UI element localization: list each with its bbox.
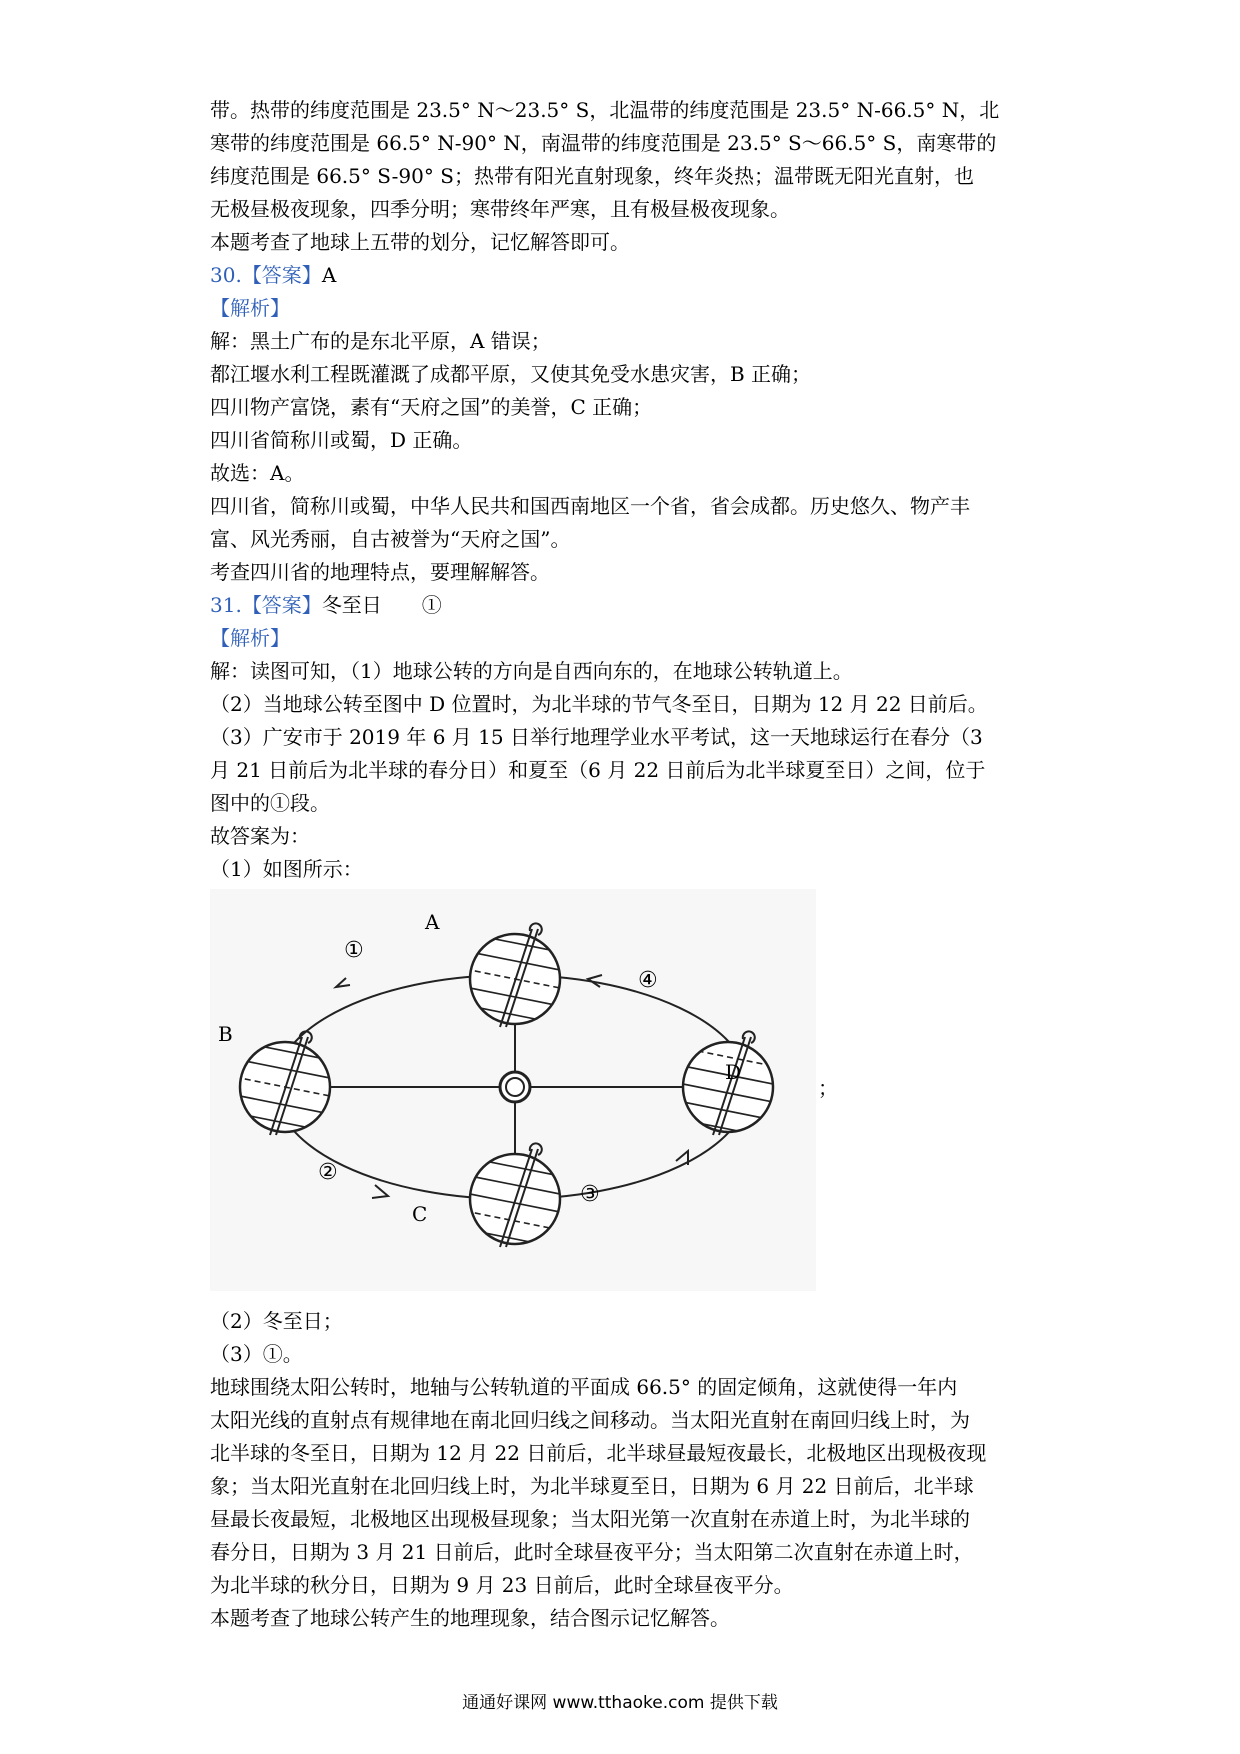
text-line: 太阳光线的直射点有规律地在南北回归线之间移动。当太阳光直射在南回归线上时，为 bbox=[210, 1408, 970, 1432]
orbit-arrow-icon bbox=[336, 978, 350, 987]
label-a: A bbox=[425, 910, 440, 934]
post-figure-text bbox=[210, 1305, 1040, 1635]
q30-answer bbox=[210, 259, 1040, 292]
text-line: 月 21 日前后为北半球的春分日）和夏至（6 月 22 日前后为北半球夏至日）之间，位于 bbox=[210, 758, 986, 782]
q31-analysis-label: 【解析】 bbox=[210, 626, 290, 650]
q30-answer-value: A bbox=[321, 263, 337, 287]
text-line: 带。热带的纬度范围是 23.5° N～23.5° S，北温带的纬度范围是 23.5° N-66.5° N，北 bbox=[210, 98, 1000, 122]
q30-number: 30. bbox=[210, 263, 242, 287]
text-line: 为北半球的秋分日，日期为 9 月 23 日前后，此时全球昼夜平分。 bbox=[210, 1573, 794, 1597]
text-line: 故选：A。 bbox=[210, 461, 305, 485]
earth-globe-a bbox=[465, 923, 565, 1027]
orbit-svg bbox=[210, 889, 816, 1291]
document-body bbox=[210, 94, 1040, 886]
segment-4-label: ④ bbox=[638, 968, 658, 993]
orbit-arrow-icon bbox=[588, 975, 602, 987]
q31-answer bbox=[210, 589, 1040, 622]
sun-icon bbox=[500, 1072, 530, 1102]
q31-answer-value: 冬至日 ① bbox=[321, 593, 442, 617]
q31-number: 31. bbox=[210, 593, 242, 617]
earth-globe-d bbox=[678, 1031, 778, 1139]
text-line: （3）①。 bbox=[210, 1342, 303, 1366]
text-line: 北半球的冬至日，日期为 12 月 22 日前后，北半球昼最短夜最长，北极地区出现极夜现 bbox=[210, 1441, 987, 1465]
orbit-arrow-icon bbox=[372, 1185, 388, 1198]
text-line: 都江堰水利工程既灌溉了成都平原，又使其免受水患灾害，B 正确； bbox=[210, 362, 812, 386]
q30-answer-label: 【答案】 bbox=[241, 263, 322, 287]
text-line: 四川物产富饶，素有“天府之国”的美誉，C 正确； bbox=[210, 395, 653, 419]
text-line: 纬度范围是 66.5° S-90° S；热带有阳光直射现象，终年炎热；温带既无阳光直射，也 bbox=[210, 164, 974, 188]
text-line: 四川省，简称川或蜀，中华人民共和国西南地区一个省，省会成都。历史悠久、物产丰 bbox=[210, 494, 970, 518]
text-line: 寒带的纬度范围是 66.5° N-90° N，南温带的纬度范围是 23.5° S～66.5° S，南寒带的 bbox=[210, 131, 997, 155]
label-b: B bbox=[218, 1022, 233, 1046]
text-line: （2）冬至日； bbox=[210, 1309, 343, 1333]
earth-globe-c bbox=[465, 1143, 565, 1249]
q30-analysis-label: 【解析】 bbox=[210, 296, 290, 320]
text-line: 无极昼极夜现象，四季分明；寒带终年严寒，且有极昼极夜现象。 bbox=[210, 197, 790, 221]
text-line: 象；当太阳光直射在北回归线上时，为北半球夏至日，日期为 6 月 22 日前后，北半球 bbox=[210, 1474, 974, 1498]
text-line: （1）如图所示： bbox=[210, 857, 363, 881]
text-line: 考查四川省的地理特点，要理解解答。 bbox=[210, 560, 550, 584]
figure-trailing-mark: ； bbox=[818, 1076, 838, 1100]
text-line: （3）广安市于 2019 年 6 月 15 日举行地理学业水平考试，这一天地球运行在春分（3 bbox=[210, 725, 983, 749]
text-line: 本题考查了地球公转产生的地理现象，结合图示记忆解答。 bbox=[210, 1606, 730, 1630]
text-line: 地球围绕太阳公转时，地轴与公转轨道的平面成 66.5° 的固定倾角，这就使得一年内 bbox=[210, 1375, 958, 1399]
q31-answer-label: 【答案】 bbox=[241, 593, 322, 617]
page-footer: 通通好课网 www.tthaoke.com 提供下载 bbox=[462, 1693, 778, 1713]
segment-2-label: ② bbox=[318, 1160, 338, 1185]
text-line: 解：读图可知，（1）地球公转的方向是自西向东的，在地球公转轨道上。 bbox=[210, 659, 853, 683]
text-line: 春分日，日期为 3 月 21 日前后，此时全球昼夜平分；当太阳第二次直射在赤道上时， bbox=[210, 1540, 974, 1564]
label-d: D bbox=[725, 1060, 742, 1084]
text-line: 解：黑土广布的是东北平原，A 错误； bbox=[210, 329, 551, 353]
earth-globe-b bbox=[235, 1031, 335, 1135]
text-line: 富、风光秀丽，自古被誉为“天府之国”。 bbox=[210, 527, 571, 551]
segment-3-label: ③ bbox=[580, 1182, 600, 1207]
text-line: （2）当地球公转至图中 D 位置时，为北半球的节气冬至日，日期为 12 月 22 日前后。 bbox=[210, 692, 988, 716]
text-line: 四川省简称川或蜀，D 正确。 bbox=[210, 428, 473, 452]
text-line: 昼最长夜最短，北极地区出现极昼现象；当太阳光第一次直射在赤道上时，为北半球的 bbox=[210, 1507, 970, 1531]
segment-1-label: ① bbox=[344, 938, 364, 963]
text-line: 本题考查了地球上五带的划分，记忆解答即可。 bbox=[210, 230, 630, 254]
label-c: C bbox=[412, 1202, 428, 1226]
earth-orbit-diagram bbox=[210, 889, 816, 1291]
text-line: 故答案为： bbox=[210, 824, 310, 848]
text-line: 图中的①段。 bbox=[210, 791, 330, 815]
